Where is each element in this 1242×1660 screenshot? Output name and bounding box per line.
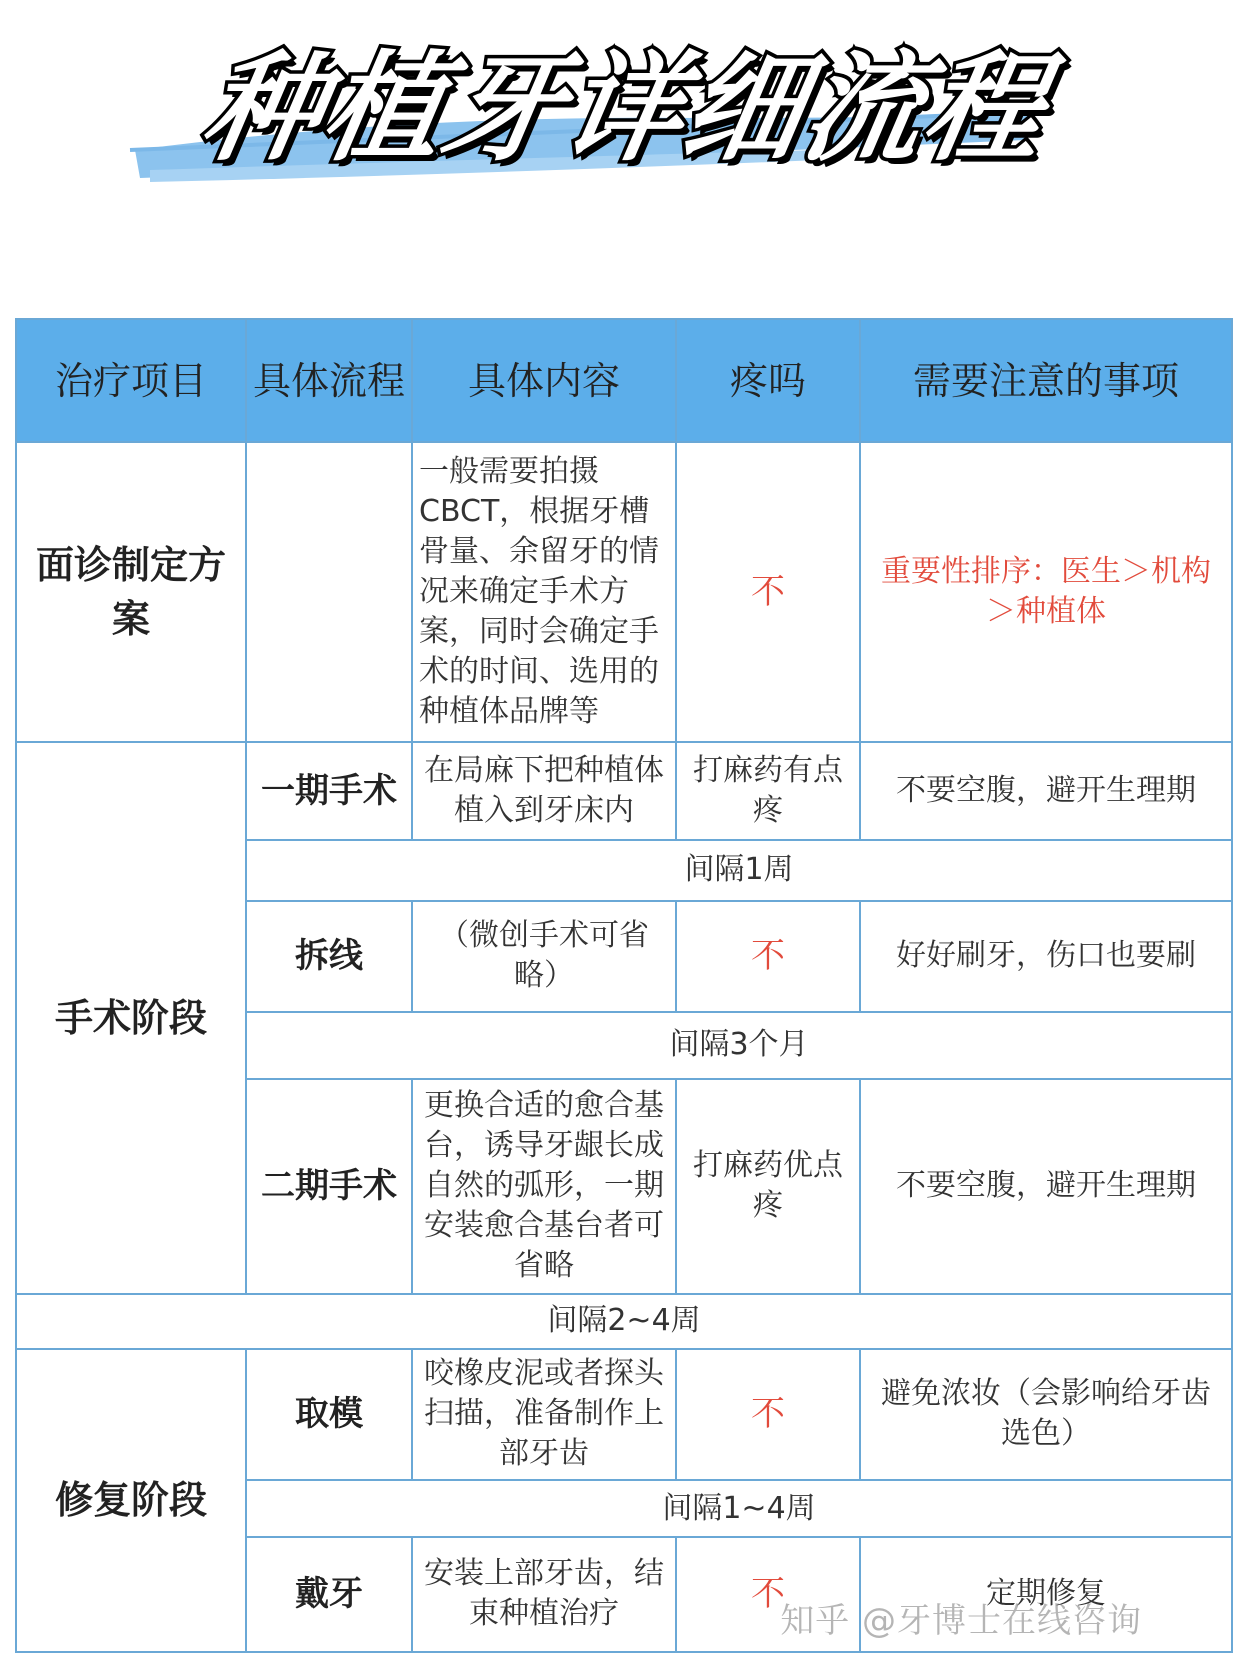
table-row [16,1349,1232,1481]
page-title: 种植牙详细流程 [192,39,1058,177]
notes-cell: 定期修复 [860,1537,1232,1652]
step-cell: 一期手术 [246,742,412,840]
process-table [15,318,1233,1653]
header-pain: 疼吗 [676,319,860,442]
header-row [16,319,1232,442]
empty-cell [246,442,412,741]
category-restore: 修复阶段 [16,1349,246,1653]
title-banner [0,0,1242,240]
category-consult: 面诊制定方案 [16,442,246,741]
interval-row [16,1294,1232,1348]
header-content: 具体内容 [412,319,676,442]
content-cell: 在局麻下把种植体植入到牙床内 [412,742,676,840]
interval-cell: 间隔1周 [246,840,1232,901]
pain-cell: 不 [676,1537,860,1652]
content-cell: 一般需要拍摄CBCT，根据牙槽骨量、余留牙的情况来确定手术方案，同时会确定手术的时间、选用的种植体品牌等 [412,442,676,741]
step-cell: 二期手术 [246,1079,412,1295]
notes-cell: 好好刷牙，伤口也要刷 [860,901,1232,1012]
notes-cell: 避免浓妆（会影响给牙齿选色） [860,1349,1232,1481]
table-row [16,442,1232,741]
step-cell: 戴牙 [246,1537,412,1652]
pain-cell: 不 [676,1349,860,1481]
content-cell: 安装上部牙齿，结束种植治疗 [412,1537,676,1652]
step-cell: 取模 [246,1349,412,1481]
interval-cell: 间隔2~4周 [16,1294,1232,1348]
table-row [16,742,1232,840]
notes-cell: 不要空腹，避开生理期 [860,742,1232,840]
category-surgery: 手术阶段 [16,742,246,1294]
header-notes: 需要注意的事项 [860,319,1232,442]
pain-cell: 打麻药优点疼 [676,1079,860,1295]
step-cell: 拆线 [246,901,412,1012]
pain-cell: 打麻药有点疼 [676,742,860,840]
content-cell: 更换合适的愈合基台，诱导牙龈长成自然的弧形，一期安装愈合基台者可省略 [412,1079,676,1295]
header-process: 具体流程 [246,319,412,442]
content-cell: 咬橡皮泥或者探头扫描，准备制作上部牙齿 [412,1349,676,1481]
content-cell: （微创手术可省略） [412,901,676,1012]
pain-cell: 不 [676,442,860,741]
header-treatment: 治疗项目 [16,319,246,442]
pain-cell: 不 [676,901,860,1012]
notes-cell: 不要空腹，避开生理期 [860,1079,1232,1295]
interval-cell: 间隔3个月 [246,1012,1232,1079]
notes-cell: 重要性排序：医生＞机构＞种植体 [860,442,1232,741]
interval-cell: 间隔1~4周 [246,1480,1232,1537]
watermark: 知乎 @牙博士在线咨询 [780,1601,1142,1641]
